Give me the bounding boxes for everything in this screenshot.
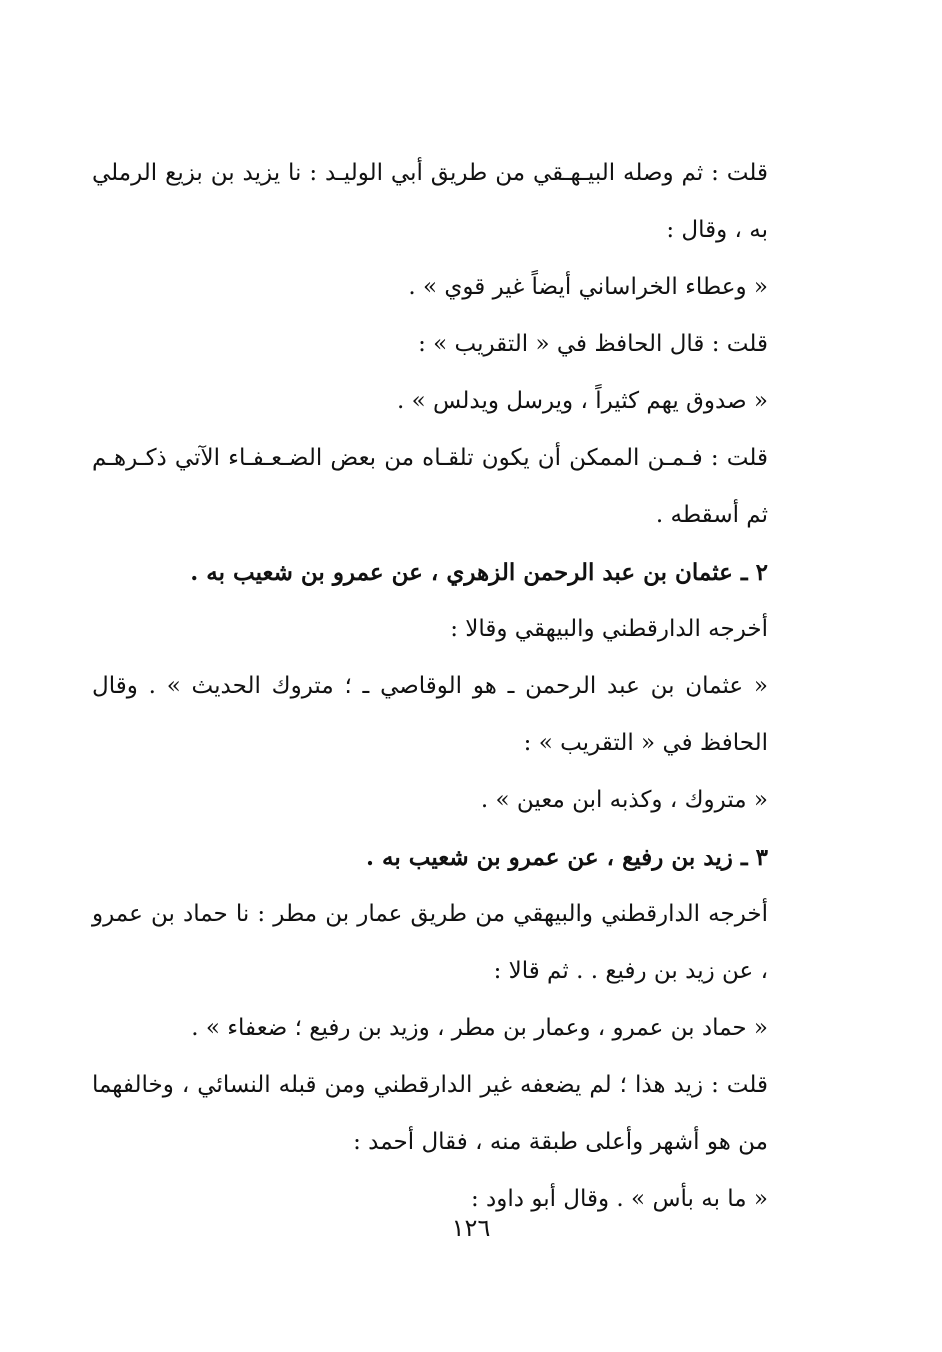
paragraph-3: قلت : فـمـن الممكن أن يكون تلقـاه من بعض الضـعـفـاء الآتي ذكـرهـم ثم أسقطه . — [92, 445, 768, 528]
heading-item-3: ٣ ـ زيد بن رفيع ، عن عمرو بن شعيب به . — [366, 844, 768, 871]
page-text — [92, 145, 808, 1228]
heading-item-2: ٢ ـ عثمان بن عبد الرحمن الزهري ، عن عمرو بن شعيب به . — [190, 559, 768, 586]
paragraph-5: أخرجه الدارقطني والبيهقي من طريق عمار بن مطر : نا حماد بن عمرو ، عن زيد بن رفيع . . ثم قالا : — [92, 901, 768, 984]
quote-duafa: « حماد بن عمرو ، وعمار بن مطر ، وزيد بن رفيع ؛ ضعفاء » . — [191, 1015, 768, 1041]
paragraph-2: قلت : قال الحافظ في « التقريب » : — [418, 331, 768, 357]
quote-uthman: « عثمان بن عبد الرحمن ـ هو الوقاصي ـ ؛ متروك الحديث » . وقال الحافظ في « التقريب » : — [92, 673, 768, 756]
paragraph-4: أخرجه الدارقطني والبيهقي وقالا : — [450, 616, 768, 642]
paragraph-6: قلت : زيد هذا ؛ لم يضعفه غير الدارقطني ومن قبله النسائي ، وخالفهما من هو أشهر وأعلى طبقة منه ، فقال أحمد : — [92, 1072, 768, 1155]
quote-ma-bihi-bas: « ما به بأس » . وقال أبو داود : — [470, 1186, 768, 1212]
paragraph-1: قلت : ثم وصله البيـهـقي من طريق أبي الوليـد : نا يزيد بن بزيع الرملي به ، وقال : — [92, 160, 768, 243]
quote-ata: « وعطاء الخراساني أيضاً غير قوي » . — [408, 274, 768, 300]
page-number: ١٢٦ — [451, 1214, 491, 1242]
quote-matruk: « متروك ، وكذبه ابن معين » . — [480, 787, 768, 813]
quote-saduq: « صدوق يهم كثيراً ، ويرسل ويدلس » . — [397, 388, 768, 414]
